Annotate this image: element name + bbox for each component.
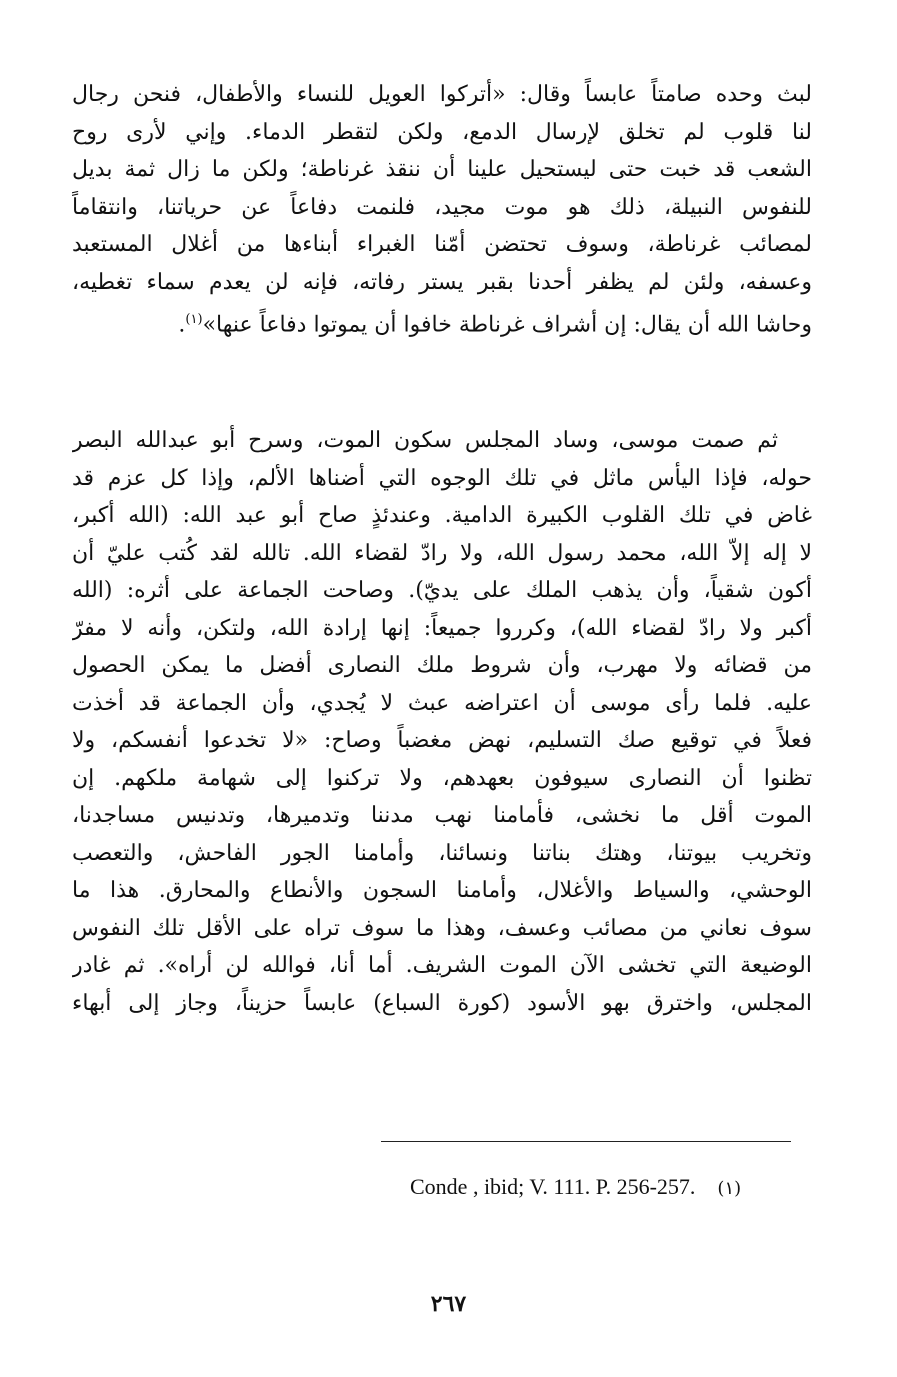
paragraph-line: أكبر ولا رادّ لقضاء الله)، وكرروا جميعاً: إنها إرادة الله، ولتكن، وأنه لا مفرّ (72, 615, 812, 641)
footnote-reference[interactable]: (١) (185, 312, 203, 327)
paragraph-line: حوله، فإذا اليأس ماثل في تلك الوجوه التي أضناها الألم، وإذا كل عزم قد (72, 465, 812, 491)
paragraph-line: لبث وحده صامتاً عابساً وقال: «أتركوا العويل للنساء والأطفال، فنحن رجال (72, 82, 812, 107)
page-number: ٢٦٧ (430, 1291, 467, 1317)
paragraph-line-last (72, 301, 812, 344)
paragraph-line: الموت أقل ما نخشى، فأمامنا نهب مدننا وتدميرها، وتدنيس مساجدنا، (72, 803, 812, 828)
paragraph-line: تظنوا أن النصارى سيوفون بعهدهم، ولا تركنوا إلى شهامة ملكهم. إن (72, 765, 812, 791)
paragraph-line: الوحشي، والسياط والأغلال، وأمامنا السجون والأنطاع والمحارق. هذا ما (72, 878, 812, 903)
footnote (410, 1172, 810, 1204)
paragraph-line: المجلس، واخترق بهو الأسود (كورة السباع) عابساً حزيناً، وجاز إلى أبهاء (72, 990, 812, 1016)
paragraph-line: فعلاً في توقيع صك التسليم، نهض مغضباً وصاح: «لا تخدعوا أنفسكم، ولا (72, 728, 812, 753)
paragraph-line: غاض في تلك القلوب الكبيرة الدامية. وعندئذٍ صاح أبو عبد الله: (الله أكبر، (72, 503, 812, 528)
paragraph-line: لنا قلوب لم تخلق لإرسال الدمع، ولكن لتقطر الدماء. وإني لأرى روح (72, 119, 812, 145)
paragraph-1 (72, 76, 812, 344)
paragraph-line: من قضائه ولا مهرب، وأن شروط ملك النصارى أفضل ما يمكن الحصول (72, 653, 812, 678)
paragraph-line: الشعب قد خبت حتى ليستحيل علينا أن ننقذ غرناطة؛ ولكن ما زال ثمة بديل (72, 157, 812, 182)
paragraph-line: الوضيعة التي تخشى الآن الموت الشريف. أما أنا، فوالله لن أراه». ثم غادر (72, 953, 812, 978)
footnote-marker: (١) (717, 1178, 742, 1199)
footnote-divider (381, 1141, 791, 1142)
sentence-end-mark: . (178, 312, 186, 338)
paragraph-line: وعسفه، ولئن لم يظفر أحدنا بقبر يستر رفاته، فإنه لن يعدم سماء تغطيه، (72, 269, 812, 295)
paragraph-line: عليه. فلما رأى موسى أن اعتراضه عبث لا يُجدي، وأن الجماعة قد أخذت (72, 690, 812, 716)
paragraph-line: أكون شقياً، وأن يذهب الملك على يديّ). وصاحت الجماعة على أثره: (الله (72, 578, 812, 603)
paragraph-2 (72, 422, 812, 1022)
paragraph-line-text: وحاشا الله أن يقال: إن أشراف غرناطة خافوا أن يموتوا دفاعاً عنها» (202, 312, 812, 338)
paragraph-line: ثم صمت موسى، وساد المجلس سكون الموت، وسرح أبو عبدالله البصر (72, 428, 778, 453)
paragraph-line: وتخريب بيوتنا، وهتك بناتنا ونسائنا، وأمامنا الجور الفاحش، والتعصب (72, 840, 812, 866)
paragraph-line: لمصائب غرناطة، وسوف تحتضن أمّنا الغبراء أبناءها من أغلال المستعبد (72, 232, 812, 257)
paragraph-line: لا إله إلاّ الله، محمد رسول الله، ولا رادّ لقضاء الله. تالله لقد كُتب عليّ أن (72, 540, 812, 566)
paragraph-line: للنفوس النبيلة، ذلك هو موت مجيد، فلنمت دفاعاً عن حرياتنا، وانتقاماً (72, 194, 812, 220)
footnote-text: Conde , ibid; V. 111. P. 256-257. (410, 1174, 696, 1199)
paragraph-line: سوف نعاني من مصائب وعسف، وهذا ما سوف تراه على الأقل تلك النفوس (72, 915, 812, 941)
